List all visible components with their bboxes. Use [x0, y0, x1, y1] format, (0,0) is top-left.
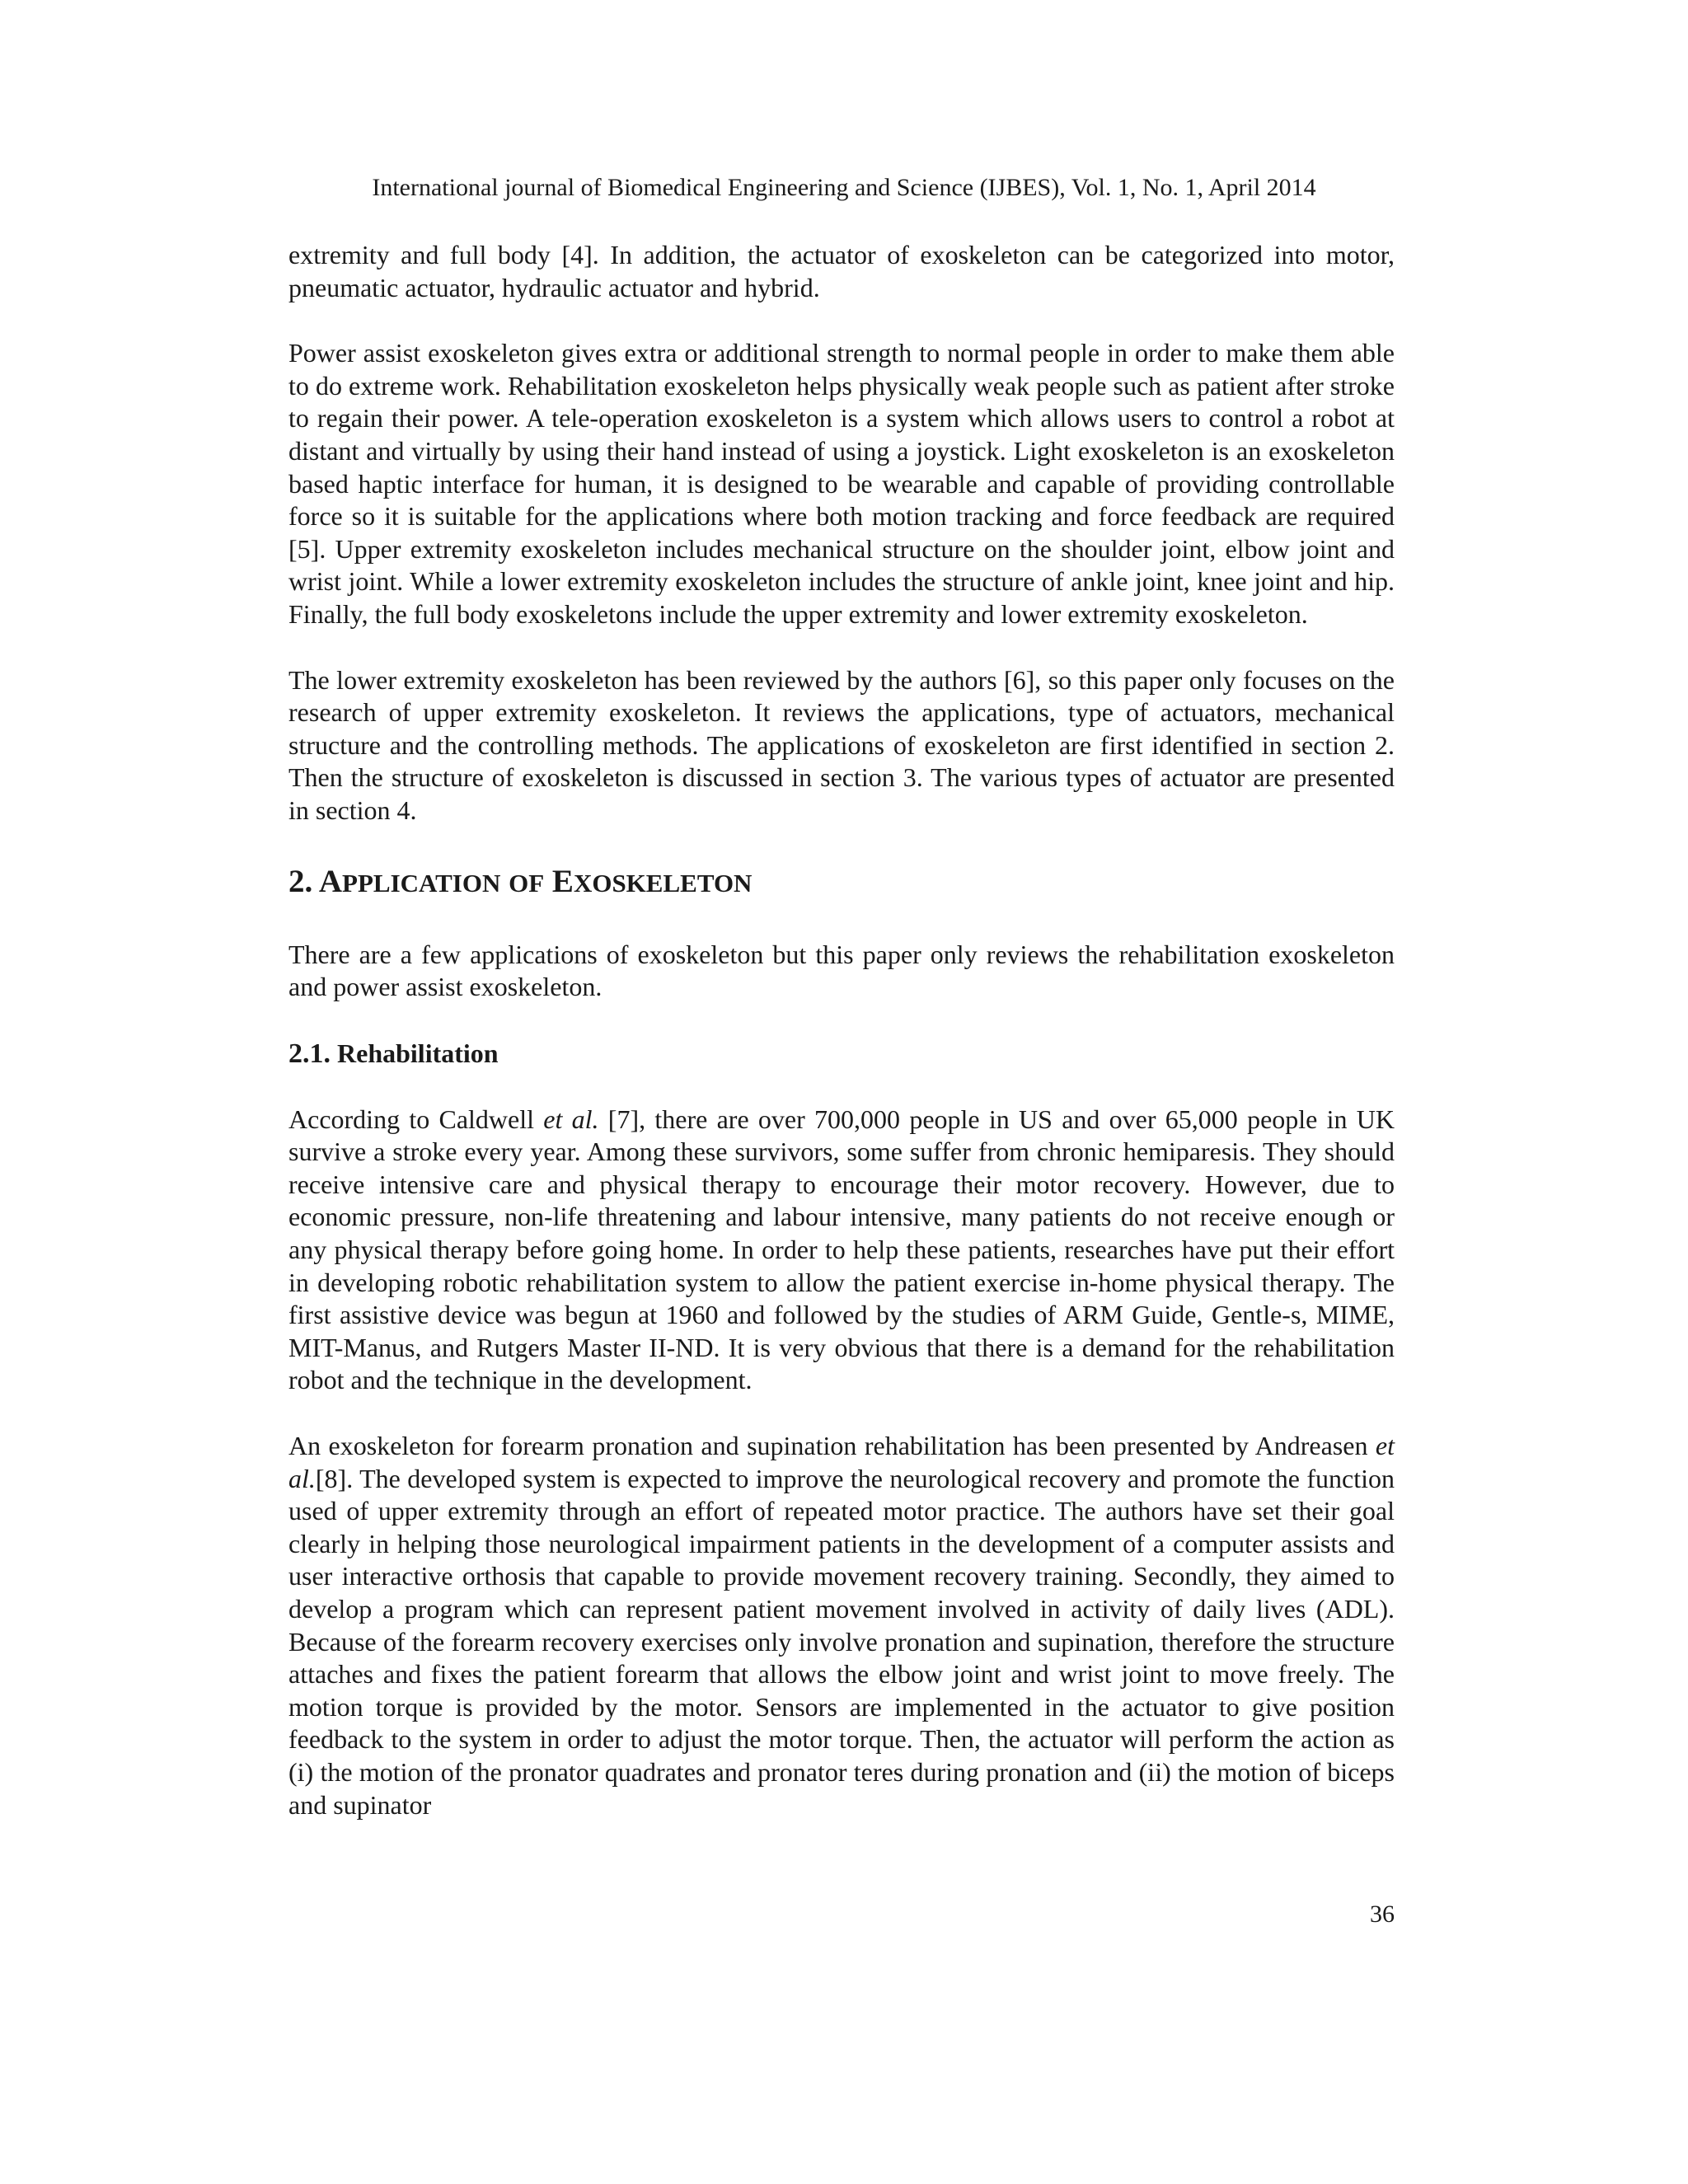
subsection-heading [288, 1037, 1395, 1071]
paragraph: The lower extremity exoskeleton has been reviewed by the authors [6], so this paper only focuses on the research of upper extremity exoskeleton. It reviews the applications, type of actuators, mechanical structure and the controlling methods. The applications of exoskeleton are first identified in section 2. Then the structure of exoskeleton is discussed in section 3. The various types of actuator are presented in section 4. [288, 664, 1395, 825]
running-header: International journal of Biomedical Engineering and Science (IJBES), Vol. 1, No. 1, April 2014 [372, 174, 1316, 201]
section-title-smallcaps: PPLICATION [342, 868, 501, 898]
text-run: According to Caldwell [288, 1104, 544, 1134]
paragraph [288, 1430, 1395, 1821]
text-run: [8]. The developed system is expected to improve the neurological recovery and promote the function used of upper extremity through an effort of repeated motor practice. The authors have set their goal clearly in helping those neurological impairment patients in the development of a computer assists and user interactive orthosis that capable to provide movement recovery training. Secondly, they aimed to develop a program which can represent patient movement involved in activity of daily lives (ADL). Because of the forearm recovery exercises only involve pronation and supination, therefore the structure attaches and fixes the patient forearm that allows the elbow joint and wrist joint to move freely. The motion torque is provided by the motor. Sensors are implemented in the actuator to give position feedback to the system in order to adjust the motor torque. Then, the actuator will perform the action as (i) the motion of the pronator quadrates and pronator teres during pronation and (ii) the motion of biceps and supinator [288, 1463, 1395, 1820]
italic-text: et al. [543, 1104, 599, 1134]
page-number: 36 [1370, 1900, 1395, 1928]
subsection-number: 2.1. [288, 1038, 331, 1069]
section-heading [288, 862, 1395, 903]
italic-text: et al. [288, 1431, 1395, 1493]
subsection-title: Rehabilitation [337, 1038, 499, 1068]
paragraph: extremity and full body [4]. In addition, the actuator of exoskeleton can be categorized into motor, pneumatic actuator, hydraulic actuator and hybrid. [288, 240, 1395, 302]
paragraph [288, 1104, 1395, 1397]
paragraph: There are a few applications of exoskeleton but this paper only reviews the rehabilitation exoskeleton and power assist exoskeleton. [288, 939, 1395, 1002]
paragraph: Power assist exoskeleton gives extra or additional strength to normal people in order to make them able to do extreme work. Rehabilitation exoskeleton helps physically weak people such as patient after stroke to regain their power. A tele-operation exoskeleton is a system which allows users to control a robot at distant and virtually by using their hand instead of using a joystick. Light exoskeleton is an exoskeleton based haptic interface for human, it is designed to be wearable and capable of providing controllable force so it is suitable for the applications where both motion tracking and force feedback are required [5]. Upper extremity exoskeleton includes mechanical structure on the shoulder joint, elbow joint and wrist joint. While a lower extremity exoskeleton includes the structure of ankle joint, knee joint and hip. Finally, the full body exoskeletons include the upper extremity and lower extremity exoskeleton. [288, 338, 1395, 629]
section-title-word: A [318, 863, 343, 899]
section-title-smallcaps: OF [509, 868, 545, 898]
text-run: An exoskeleton for forearm pronation and supination rehabilitation has been presented by Andreasen [288, 1431, 1376, 1461]
text-run: [7], there are over 700,000 people in US and over 65,000 people in UK survive a stroke every year. Among these survivors, some suffer from chronic hemiparesis. They should receive intensive care and physical therapy to encourage their motor recovery. However, due to economic pressure, non-life threatening and labour intensive, many patients do not receive enough or any physical therapy before going home. In order to help these patients, researches have put their effort in developing robotic rehabilitation system to allow the patient exercise in-home physical therapy. The first assistive device was begun at 1960 and followed by the studies of ARM Guide, Gentle-s, MIME, MIT-Manus, and Rutgers Master II-ND. It is very obvious that there is a demand for the rehabilitation robot and the technique in the development. [288, 1104, 1395, 1395]
section-title-smallcaps: XOSKELETON [573, 868, 753, 898]
section-number: 2. [288, 863, 313, 899]
section-title-word: E [551, 863, 574, 899]
page-content [288, 239, 1395, 1854]
